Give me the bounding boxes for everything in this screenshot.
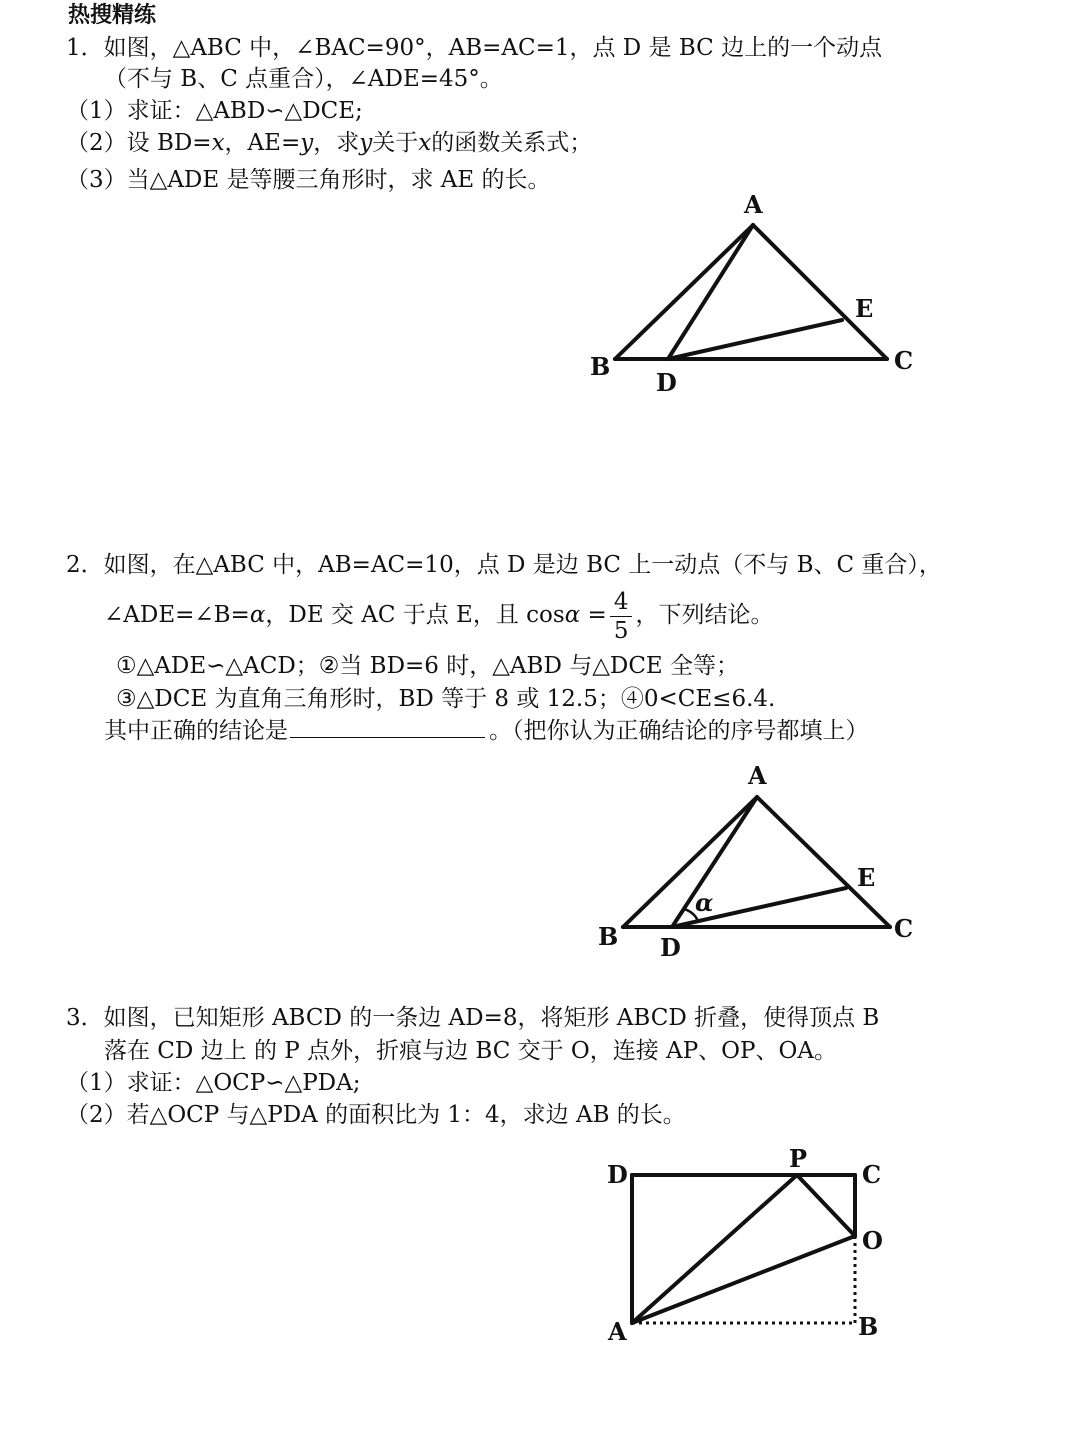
q2-question: 其中正确的结论是 。（把你认为正确结论的序号都填上） (104, 715, 869, 746)
q1-segment-ac (753, 225, 887, 359)
q3-label-b: B (858, 1312, 879, 1341)
q3-part-1: （1）求证：△OCP∽△PDA; (66, 1070, 361, 1096)
q1-label-c: C (894, 346, 914, 375)
q3-label-o: O (862, 1226, 883, 1255)
q2-segment-ab (623, 797, 757, 927)
q1-part-2: （2）设 BD=x，AE=y，求y关于x的函数关系式； (66, 130, 593, 156)
q2-conclusions-2: ③△DCE 为直角三角形时，BD 等于 8 或 12.5；④0<CE≤6.4. (116, 686, 776, 712)
q2-label-alpha: α (695, 888, 714, 917)
q1-part-3: （3）当△ADE 是等腰三角形时，求 AE 的长。 (66, 167, 551, 193)
q2-segment-ac (757, 797, 890, 927)
q1-segment-de (668, 320, 842, 359)
q3-segment-ap (632, 1175, 797, 1323)
q3-label-c: C (862, 1160, 882, 1189)
q2-label-c: C (894, 914, 914, 943)
answer-blank[interactable] (290, 715, 485, 738)
section-title: 热搜精练 (68, 3, 157, 28)
q3-rectangle-figure (590, 1140, 910, 1360)
q2-line-2: ∠ADE=∠B=α，DE 交 AC 于点 E，且 cosα = $\frac{4}{5}$ ，下列结论。 (104, 588, 774, 644)
q3-segment-ao (632, 1236, 855, 1323)
q1-segment-ab (615, 225, 753, 359)
q2-label-e: E (857, 863, 876, 892)
q3-segment-po (797, 1175, 855, 1236)
q1-segment-ad (668, 225, 753, 359)
q3-line-1: 3．如图，已知矩形 ABCD 的一条边 AD=8，将矩形 ABCD 折叠，使得顶点 B (66, 1005, 880, 1031)
q3-label-d: D (607, 1160, 628, 1189)
q1-label-a: A (744, 190, 763, 219)
q2-label-d: D (660, 933, 681, 962)
q3-part-2: （2）若△OCP 与△PDA 的面积比为 1：4，求边 AB 的长。 (66, 1102, 686, 1128)
q2-line-1: 2．如图，在△ABC 中，AB=AC=10，点 D 是边 BC 上一动点（不与 B、C 重合）， (66, 552, 942, 578)
q2-conclusions-1: ①△ADE∽△ACD；②当 BD=6 时，△ABD 与△DCE 全等； (116, 653, 740, 679)
q2-triangle-figure (580, 760, 930, 970)
q1-label-b: B (590, 352, 611, 381)
q1-line-2: （不与 B、C 点重合），∠ADE=45°。 (104, 66, 503, 92)
q1-part-1: （1）求证：△ABD∽△DCE; (66, 98, 363, 124)
q1-triangle-figure (570, 185, 930, 405)
q3-line-2: 落在 CD 边上 的 P 点外，折痕与边 BC 交于 O，连接 AP、OP、OA。 (104, 1038, 837, 1064)
q1-line-1: 1．如图，△ABC 中，∠BAC=90°，AB=AC=1，点 D 是 BC 边上的一个动点 (66, 35, 883, 61)
cos-fraction: $\frac{4}{5}$ (610, 588, 633, 645)
q3-label-p: P (789, 1144, 808, 1173)
q2-segment-ad (672, 797, 757, 927)
q2-label-b: B (598, 922, 619, 951)
q1-label-e: E (855, 294, 874, 323)
q1-label-d: D (656, 368, 677, 397)
q2-label-a: A (748, 761, 767, 790)
q3-label-a: A (608, 1317, 627, 1346)
